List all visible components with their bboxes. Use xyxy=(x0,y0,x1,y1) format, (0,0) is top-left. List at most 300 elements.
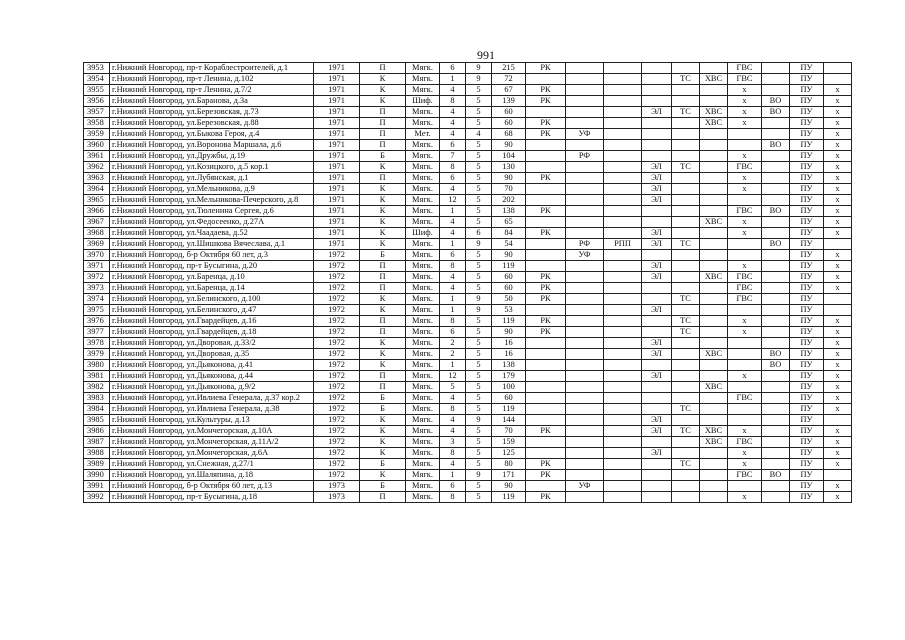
cell-apartments: 130 xyxy=(492,162,526,173)
cell-mark-facade xyxy=(566,470,604,481)
cell-mark-hvs xyxy=(700,129,728,140)
cell-row-number: 3977 xyxy=(84,327,110,338)
table-row xyxy=(84,228,852,239)
cell-sections: 8 xyxy=(440,404,466,415)
cell-mark-pu: ПУ xyxy=(790,481,824,492)
cell-mark-el: ЭЛ xyxy=(642,415,672,426)
table-row xyxy=(84,371,852,382)
cell-mark-x: х xyxy=(824,393,852,404)
cell-roof-type: Мягк. xyxy=(406,261,440,272)
cell-wall-type: К xyxy=(360,74,406,85)
cell-row-number: 3954 xyxy=(84,74,110,85)
cell-floors: 4 xyxy=(466,129,492,140)
cell-mark-facade xyxy=(566,349,604,360)
cell-row-number: 3986 xyxy=(84,426,110,437)
table-row xyxy=(84,426,852,437)
cell-floors: 5 xyxy=(466,404,492,415)
cell-floors: 5 xyxy=(466,316,492,327)
cell-sections: 12 xyxy=(440,195,466,206)
cell-apartments: 90 xyxy=(492,173,526,184)
cell-mark-x: х xyxy=(824,107,852,118)
cell-mark-pu: ПУ xyxy=(790,96,824,107)
cell-mark-gvs xyxy=(728,481,762,492)
cell-address: г.Нижний Новгород, ул.Мончегорская, д.11А/2 xyxy=(110,437,314,448)
cell-mark-rk: РК xyxy=(526,294,566,305)
cell-mark-gvs: х xyxy=(728,228,762,239)
cell-wall-type: П xyxy=(360,118,406,129)
table-row xyxy=(84,316,852,327)
table-row xyxy=(84,195,852,206)
cell-mark-pu: ПУ xyxy=(790,338,824,349)
cell-mark-hvs xyxy=(700,283,728,294)
cell-mark-rpp xyxy=(604,426,642,437)
cell-roof-type: Мягк. xyxy=(406,195,440,206)
cell-roof-type: Мягк. xyxy=(406,74,440,85)
table-row xyxy=(84,415,852,426)
cell-mark-ts xyxy=(672,140,700,151)
cell-address: г.Нижний Новгород, пр-т Ленина, д.7/2 xyxy=(110,85,314,96)
cell-roof-type: Мет. xyxy=(406,129,440,140)
cell-address: г.Нижний Новгород, ул.Дружбы, д.19 xyxy=(110,151,314,162)
cell-row-number: 3985 xyxy=(84,415,110,426)
cell-mark-ts xyxy=(672,217,700,228)
cell-roof-type: Мягк. xyxy=(406,470,440,481)
cell-mark-gvs: х xyxy=(728,261,762,272)
cell-floors: 5 xyxy=(466,338,492,349)
cell-mark-rpp xyxy=(604,151,642,162)
cell-year: 1972 xyxy=(314,426,360,437)
cell-mark-hvs xyxy=(700,470,728,481)
cell-apartments: 119 xyxy=(492,404,526,415)
cell-roof-type: Мягк. xyxy=(406,393,440,404)
cell-floors: 5 xyxy=(466,437,492,448)
cell-mark-rpp xyxy=(604,437,642,448)
cell-mark-rk: РК xyxy=(526,118,566,129)
cell-mark-facade xyxy=(566,261,604,272)
cell-row-number: 3969 xyxy=(84,239,110,250)
cell-mark-el xyxy=(642,250,672,261)
cell-mark-rk: РК xyxy=(526,173,566,184)
cell-year: 1971 xyxy=(314,96,360,107)
cell-mark-gvs xyxy=(728,239,762,250)
cell-mark-ts xyxy=(672,272,700,283)
cell-sections: 8 xyxy=(440,162,466,173)
cell-mark-pu: ПУ xyxy=(790,437,824,448)
cell-mark-rpp xyxy=(604,261,642,272)
cell-mark-pu: ПУ xyxy=(790,459,824,470)
cell-row-number: 3981 xyxy=(84,371,110,382)
cell-mark-ts xyxy=(672,305,700,316)
cell-row-number: 3983 xyxy=(84,393,110,404)
cell-mark-rk: РК xyxy=(526,459,566,470)
cell-wall-type: К xyxy=(360,195,406,206)
cell-mark-pu: ПУ xyxy=(790,85,824,96)
cell-sections: 3 xyxy=(440,437,466,448)
cell-mark-el: ЭЛ xyxy=(642,448,672,459)
cell-mark-gvs xyxy=(728,129,762,140)
cell-mark-vo: ВО xyxy=(762,140,790,151)
table-row xyxy=(84,338,852,349)
cell-mark-x: х xyxy=(824,129,852,140)
cell-mark-x: х xyxy=(824,437,852,448)
cell-mark-rpp xyxy=(604,63,642,74)
cell-roof-type: Мягк. xyxy=(406,316,440,327)
cell-apartments: 72 xyxy=(492,74,526,85)
cell-roof-type: Мягк. xyxy=(406,349,440,360)
cell-mark-x: х xyxy=(824,118,852,129)
housing-register-table xyxy=(83,62,852,503)
cell-mark-ts xyxy=(672,415,700,426)
cell-mark-hvs xyxy=(700,360,728,371)
cell-address: г.Нижний Новгород, ул.Культуры, д.13 xyxy=(110,415,314,426)
cell-mark-hvs xyxy=(700,371,728,382)
cell-floors: 5 xyxy=(466,349,492,360)
cell-roof-type: Мягк. xyxy=(406,492,440,503)
cell-mark-ts xyxy=(672,195,700,206)
cell-mark-rpp xyxy=(604,162,642,173)
cell-floors: 5 xyxy=(466,448,492,459)
cell-mark-rpp xyxy=(604,360,642,371)
cell-mark-el: ЭЛ xyxy=(642,349,672,360)
cell-mark-rpp xyxy=(604,184,642,195)
cell-address: г.Нижний Новгород, ул.Дворовая, д.33/2 xyxy=(110,338,314,349)
cell-mark-rk: РК xyxy=(526,316,566,327)
cell-address: г.Нижний Новгород, ул.Воронова Маршала, д.6 xyxy=(110,140,314,151)
cell-mark-hvs xyxy=(700,151,728,162)
cell-roof-type: Мягк. xyxy=(406,206,440,217)
cell-mark-vo xyxy=(762,228,790,239)
cell-address: г.Нижний Новгород, ул.Быкова Героя, д.4 xyxy=(110,129,314,140)
cell-mark-vo xyxy=(762,492,790,503)
table-row xyxy=(84,162,852,173)
cell-year: 1972 xyxy=(314,250,360,261)
cell-mark-rk xyxy=(526,393,566,404)
cell-wall-type: К xyxy=(360,206,406,217)
cell-wall-type: П xyxy=(360,272,406,283)
cell-address: г.Нижний Новгород, ул.Дьяконова, д.9/2 xyxy=(110,382,314,393)
cell-mark-pu: ПУ xyxy=(790,294,824,305)
cell-floors: 5 xyxy=(466,492,492,503)
cell-mark-vo xyxy=(762,173,790,184)
cell-wall-type: П xyxy=(360,140,406,151)
cell-mark-hvs: ХВС xyxy=(700,382,728,393)
cell-address: г.Нижний Новгород, ул.Козицкого, д.5 кор.1 xyxy=(110,162,314,173)
cell-mark-vo xyxy=(762,327,790,338)
cell-mark-rk xyxy=(526,162,566,173)
cell-mark-pu: ПУ xyxy=(790,217,824,228)
cell-mark-vo xyxy=(762,250,790,261)
cell-mark-vo xyxy=(762,393,790,404)
cell-apartments: 159 xyxy=(492,437,526,448)
cell-mark-rk xyxy=(526,140,566,151)
cell-mark-hvs: ХВС xyxy=(700,118,728,129)
cell-sections: 5 xyxy=(440,382,466,393)
cell-apartments: 144 xyxy=(492,415,526,426)
cell-mark-gvs xyxy=(728,349,762,360)
cell-address: г.Нижний Новгород, ул.Мельникова-Печерского, д.8 xyxy=(110,195,314,206)
table-row xyxy=(84,305,852,316)
table-row xyxy=(84,206,852,217)
cell-address: г.Нижний Новгород, ул.Чаадаева, д.52 xyxy=(110,228,314,239)
cell-apartments: 90 xyxy=(492,481,526,492)
cell-mark-el xyxy=(642,206,672,217)
cell-mark-ts xyxy=(672,118,700,129)
cell-floors: 5 xyxy=(466,206,492,217)
cell-mark-vo xyxy=(762,294,790,305)
cell-roof-type: Мягк. xyxy=(406,437,440,448)
cell-address: г.Нижний Новгород, ул.Березовская, д.88 xyxy=(110,118,314,129)
cell-wall-type: К xyxy=(360,85,406,96)
cell-apartments: 179 xyxy=(492,371,526,382)
cell-mark-x: х xyxy=(824,85,852,96)
cell-apartments: 84 xyxy=(492,228,526,239)
cell-year: 1972 xyxy=(314,316,360,327)
cell-sections: 6 xyxy=(440,327,466,338)
cell-mark-ts: ТС xyxy=(672,294,700,305)
cell-mark-x: х xyxy=(824,404,852,415)
cell-mark-vo xyxy=(762,448,790,459)
cell-wall-type: П xyxy=(360,129,406,140)
cell-mark-rk xyxy=(526,415,566,426)
cell-mark-rk xyxy=(526,382,566,393)
cell-mark-vo: ВО xyxy=(762,96,790,107)
cell-mark-rk xyxy=(526,305,566,316)
cell-apartments: 119 xyxy=(492,492,526,503)
cell-apartments: 100 xyxy=(492,382,526,393)
cell-mark-rpp xyxy=(604,140,642,151)
cell-row-number: 3989 xyxy=(84,459,110,470)
cell-apartments: 90 xyxy=(492,250,526,261)
cell-mark-ts xyxy=(672,151,700,162)
cell-mark-ts xyxy=(672,250,700,261)
cell-mark-gvs: х xyxy=(728,107,762,118)
cell-roof-type: Мягк. xyxy=(406,63,440,74)
table-row xyxy=(84,140,852,151)
cell-wall-type: Б xyxy=(360,404,406,415)
cell-mark-facade: УФ xyxy=(566,250,604,261)
cell-mark-pu: ПУ xyxy=(790,173,824,184)
cell-mark-hvs xyxy=(700,316,728,327)
cell-mark-el xyxy=(642,404,672,415)
cell-floors: 5 xyxy=(466,261,492,272)
cell-sections: 1 xyxy=(440,74,466,85)
cell-address: г.Нижний Новгород, ул.Белинского, д.47 xyxy=(110,305,314,316)
cell-year: 1971 xyxy=(314,228,360,239)
cell-mark-facade xyxy=(566,272,604,283)
cell-row-number: 3955 xyxy=(84,85,110,96)
cell-mark-gvs: х xyxy=(728,85,762,96)
cell-mark-el xyxy=(642,481,672,492)
cell-mark-x xyxy=(824,239,852,250)
table-row xyxy=(84,96,852,107)
cell-mark-facade xyxy=(566,206,604,217)
cell-address: г.Нижний Новгород, ул.Лубянская, д.1 xyxy=(110,173,314,184)
cell-mark-el xyxy=(642,327,672,338)
cell-mark-x: х xyxy=(824,151,852,162)
cell-apartments: 53 xyxy=(492,305,526,316)
cell-mark-pu: ПУ xyxy=(790,239,824,250)
cell-roof-type: Мягк. xyxy=(406,448,440,459)
cell-address: г.Нижний Новгород, ул.Тюленина Сергея, д.6 xyxy=(110,206,314,217)
cell-mark-pu: ПУ xyxy=(790,195,824,206)
cell-mark-gvs: х xyxy=(728,217,762,228)
cell-mark-hvs xyxy=(700,63,728,74)
cell-mark-rpp xyxy=(604,96,642,107)
cell-sections: 1 xyxy=(440,305,466,316)
cell-address: г.Нижний Новгород, ул.Мельникова, д.9 xyxy=(110,184,314,195)
cell-mark-pu: ПУ xyxy=(790,283,824,294)
cell-wall-type: К xyxy=(360,437,406,448)
cell-address: г.Нижний Новгород, пр-т Кораблестроителей, д.1 xyxy=(110,63,314,74)
cell-mark-vo xyxy=(762,437,790,448)
cell-mark-hvs xyxy=(700,96,728,107)
cell-mark-ts: ТС xyxy=(672,74,700,85)
cell-mark-pu: ПУ xyxy=(790,327,824,338)
cell-wall-type: Б xyxy=(360,481,406,492)
cell-mark-vo xyxy=(762,382,790,393)
cell-row-number: 3956 xyxy=(84,96,110,107)
cell-year: 1971 xyxy=(314,74,360,85)
cell-mark-rk xyxy=(526,437,566,448)
cell-mark-hvs xyxy=(700,261,728,272)
cell-sections: 4 xyxy=(440,129,466,140)
cell-row-number: 3964 xyxy=(84,184,110,195)
cell-year: 1971 xyxy=(314,140,360,151)
cell-mark-x: х xyxy=(824,217,852,228)
cell-mark-rk xyxy=(526,371,566,382)
cell-mark-ts: ТС xyxy=(672,107,700,118)
cell-wall-type: П xyxy=(360,492,406,503)
cell-mark-gvs xyxy=(728,338,762,349)
cell-mark-x: х xyxy=(824,492,852,503)
cell-mark-gvs: ГВС xyxy=(728,63,762,74)
cell-roof-type: Мягк. xyxy=(406,162,440,173)
cell-mark-facade xyxy=(566,437,604,448)
cell-mark-el xyxy=(642,360,672,371)
cell-mark-hvs: ХВС xyxy=(700,107,728,118)
cell-mark-facade xyxy=(566,184,604,195)
cell-mark-rk xyxy=(526,195,566,206)
cell-mark-pu: ПУ xyxy=(790,107,824,118)
cell-year: 1972 xyxy=(314,349,360,360)
cell-mark-el xyxy=(642,459,672,470)
cell-wall-type: П xyxy=(360,261,406,272)
cell-mark-hvs: ХВС xyxy=(700,426,728,437)
table-row xyxy=(84,437,852,448)
cell-mark-facade xyxy=(566,283,604,294)
cell-mark-rk xyxy=(526,261,566,272)
cell-floors: 9 xyxy=(466,239,492,250)
cell-roof-type: Мягк. xyxy=(406,294,440,305)
table-row xyxy=(84,349,852,360)
cell-mark-vo xyxy=(762,151,790,162)
cell-apartments: 68 xyxy=(492,129,526,140)
cell-mark-el xyxy=(642,294,672,305)
cell-wall-type: П xyxy=(360,63,406,74)
cell-year: 1972 xyxy=(314,437,360,448)
cell-mark-hvs xyxy=(700,481,728,492)
cell-mark-pu: ПУ xyxy=(790,228,824,239)
cell-floors: 5 xyxy=(466,459,492,470)
page-number: 991 xyxy=(477,48,495,62)
cell-mark-ts xyxy=(672,481,700,492)
cell-mark-rpp xyxy=(604,404,642,415)
cell-mark-ts xyxy=(672,437,700,448)
cell-mark-rpp xyxy=(604,294,642,305)
cell-year: 1971 xyxy=(314,206,360,217)
cell-mark-hvs xyxy=(700,393,728,404)
cell-mark-pu: ПУ xyxy=(790,404,824,415)
cell-mark-hvs xyxy=(700,492,728,503)
cell-floors: 5 xyxy=(466,393,492,404)
cell-sections: 4 xyxy=(440,217,466,228)
cell-mark-ts xyxy=(672,382,700,393)
cell-mark-x: х xyxy=(824,261,852,272)
cell-wall-type: К xyxy=(360,184,406,195)
cell-mark-hvs xyxy=(700,173,728,184)
cell-wall-type: П xyxy=(360,107,406,118)
cell-mark-facade xyxy=(566,371,604,382)
cell-roof-type: Мягк. xyxy=(406,481,440,492)
cell-mark-vo xyxy=(762,184,790,195)
cell-mark-el xyxy=(642,96,672,107)
cell-wall-type: Б xyxy=(360,393,406,404)
cell-row-number: 3990 xyxy=(84,470,110,481)
cell-mark-el: ЭЛ xyxy=(642,305,672,316)
cell-apartments: 65 xyxy=(492,217,526,228)
cell-mark-x: х xyxy=(824,481,852,492)
table-row xyxy=(84,118,852,129)
cell-mark-ts: ТС xyxy=(672,459,700,470)
cell-mark-facade xyxy=(566,195,604,206)
cell-floors: 5 xyxy=(466,151,492,162)
cell-row-number: 3967 xyxy=(84,217,110,228)
cell-mark-pu: ПУ xyxy=(790,74,824,85)
cell-year: 1971 xyxy=(314,151,360,162)
table-row xyxy=(84,74,852,85)
cell-mark-vo xyxy=(762,261,790,272)
cell-mark-gvs: х xyxy=(728,448,762,459)
cell-roof-type: Мягк. xyxy=(406,382,440,393)
cell-roof-type: Мягк. xyxy=(406,184,440,195)
cell-mark-x: х xyxy=(824,338,852,349)
cell-row-number: 3974 xyxy=(84,294,110,305)
cell-mark-vo xyxy=(762,63,790,74)
cell-mark-x: х xyxy=(824,173,852,184)
cell-apartments: 202 xyxy=(492,195,526,206)
cell-wall-type: П xyxy=(360,382,406,393)
cell-mark-rk xyxy=(526,239,566,250)
cell-mark-vo xyxy=(762,217,790,228)
table-row xyxy=(84,261,852,272)
cell-row-number: 3978 xyxy=(84,338,110,349)
cell-wall-type: Б xyxy=(360,250,406,261)
cell-mark-vo: ВО xyxy=(762,360,790,371)
cell-address: г.Нижний Новгород, пр-т Бусыгина, д.20 xyxy=(110,261,314,272)
cell-mark-x xyxy=(824,63,852,74)
cell-mark-rpp xyxy=(604,250,642,261)
cell-address: г.Нижний Новгород, ул.Федосеенко, д.27А xyxy=(110,217,314,228)
cell-mark-rk: РК xyxy=(526,470,566,481)
cell-mark-pu: ПУ xyxy=(790,140,824,151)
cell-row-number: 3953 xyxy=(84,63,110,74)
cell-wall-type: П xyxy=(360,316,406,327)
cell-mark-el xyxy=(642,74,672,85)
cell-wall-type: Б xyxy=(360,459,406,470)
cell-mark-rpp xyxy=(604,272,642,283)
cell-year: 1972 xyxy=(314,393,360,404)
cell-year: 1972 xyxy=(314,448,360,459)
